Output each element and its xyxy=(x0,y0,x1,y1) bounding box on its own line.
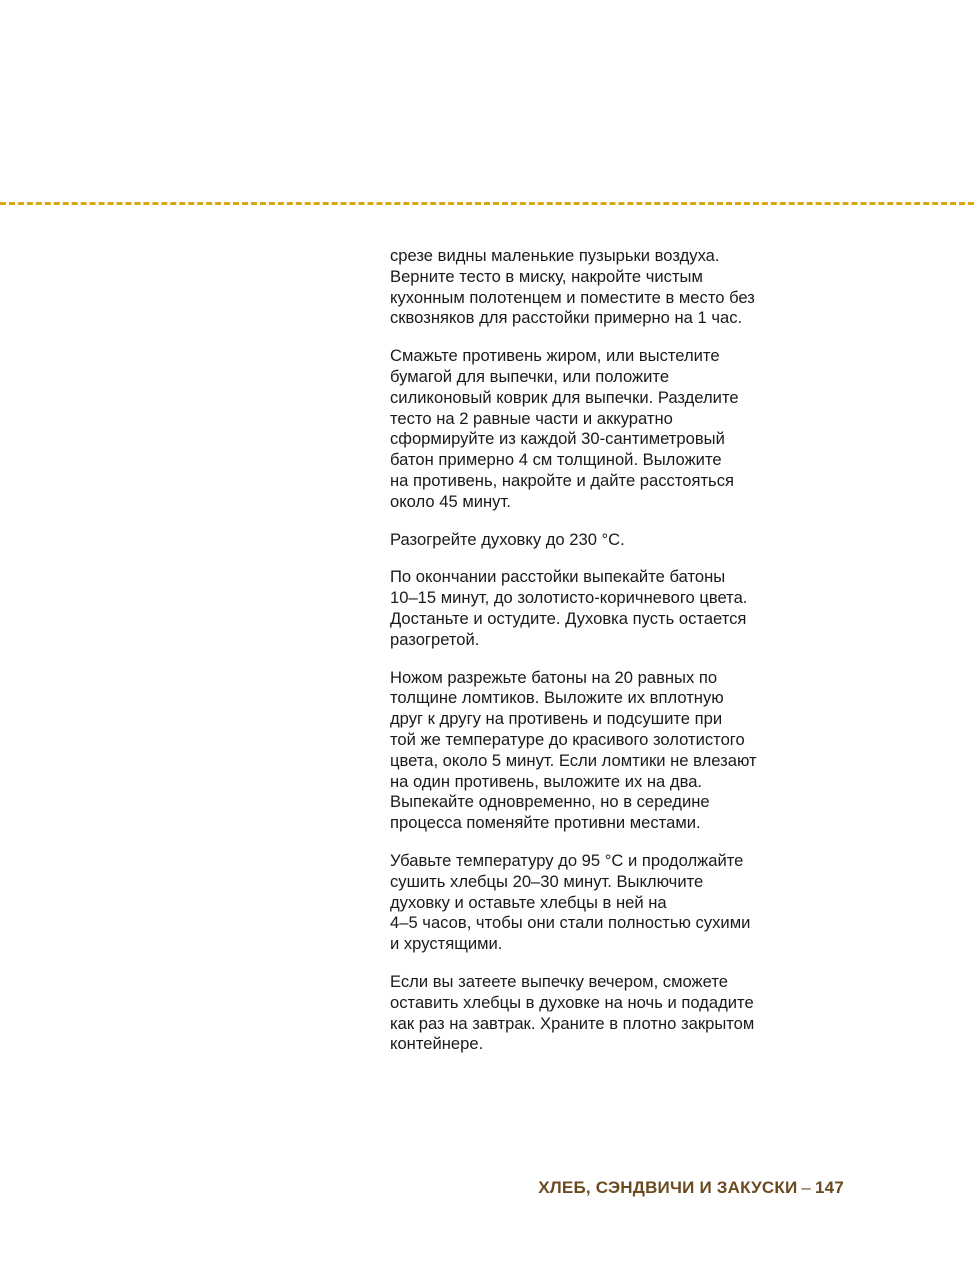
recipe-body xyxy=(390,246,830,1072)
paragraph-4: По окончании расстойки выпекайте батоны 10–15 минут, до золотисто-коричневого цвета. Достаньте и остудите. Духовка пусть остается разогретой. xyxy=(390,567,748,649)
paragraph-2: Смажьте противень жиром, или выстелите бумагой для выпечки, или положите силиконовый коврик для выпечки. Разделите тесто на 2 равные части и аккуратно сформируйте из каждой 30-сантиметровый батон примерно 4 см толщиной. Выложите на противень, накройте и дайте расстояться около 45 минут. xyxy=(390,346,739,511)
paragraph-5: Ножом разрежьте батоны на 20 равных по толщине ломтиков. Выложите их вплотную друг к другу на противень и подсушите при той же температуре до красивого золотистого цвета, около 5 минут. Если ломтики не влезают на один противень, выложите их на два. Выпекайте одновременно, но в середине процесса поменяйте противни местами. xyxy=(390,667,757,833)
paragraph-7: Если вы затеете выпечку вечером, сможете оставить хлебцы в духовке на ночь и подадите как раз на завтрак. Храните в плотно закрытом контейнере. xyxy=(390,971,755,1054)
page-number: 147 xyxy=(815,1178,844,1197)
page-footer xyxy=(538,1178,844,1198)
paragraph-3: Разогрейте духовку до 230 °C. xyxy=(390,529,625,549)
dashed-divider xyxy=(0,202,974,205)
paragraph-6: Убавьте температуру до 95 °C и продолжайте сушить хлебцы 20–30 минут. Выключите духовку и оставьте хлебцы в ней на 4–5 часов, чтобы они стали полностью сухими и хрустящими. xyxy=(390,850,751,954)
paragraph-1: срезе видны маленькие пузырьки воздуха. Верните тесто в миску, накройте чистым кухонным полотенцем и поместите в место без сквозняков для расстойки примерно на 1 час. xyxy=(390,246,755,328)
footer-separator: – xyxy=(801,1178,812,1197)
footer-section-title: ХЛЕБ, СЭНДВИЧИ И ЗАКУСКИ xyxy=(538,1178,798,1197)
